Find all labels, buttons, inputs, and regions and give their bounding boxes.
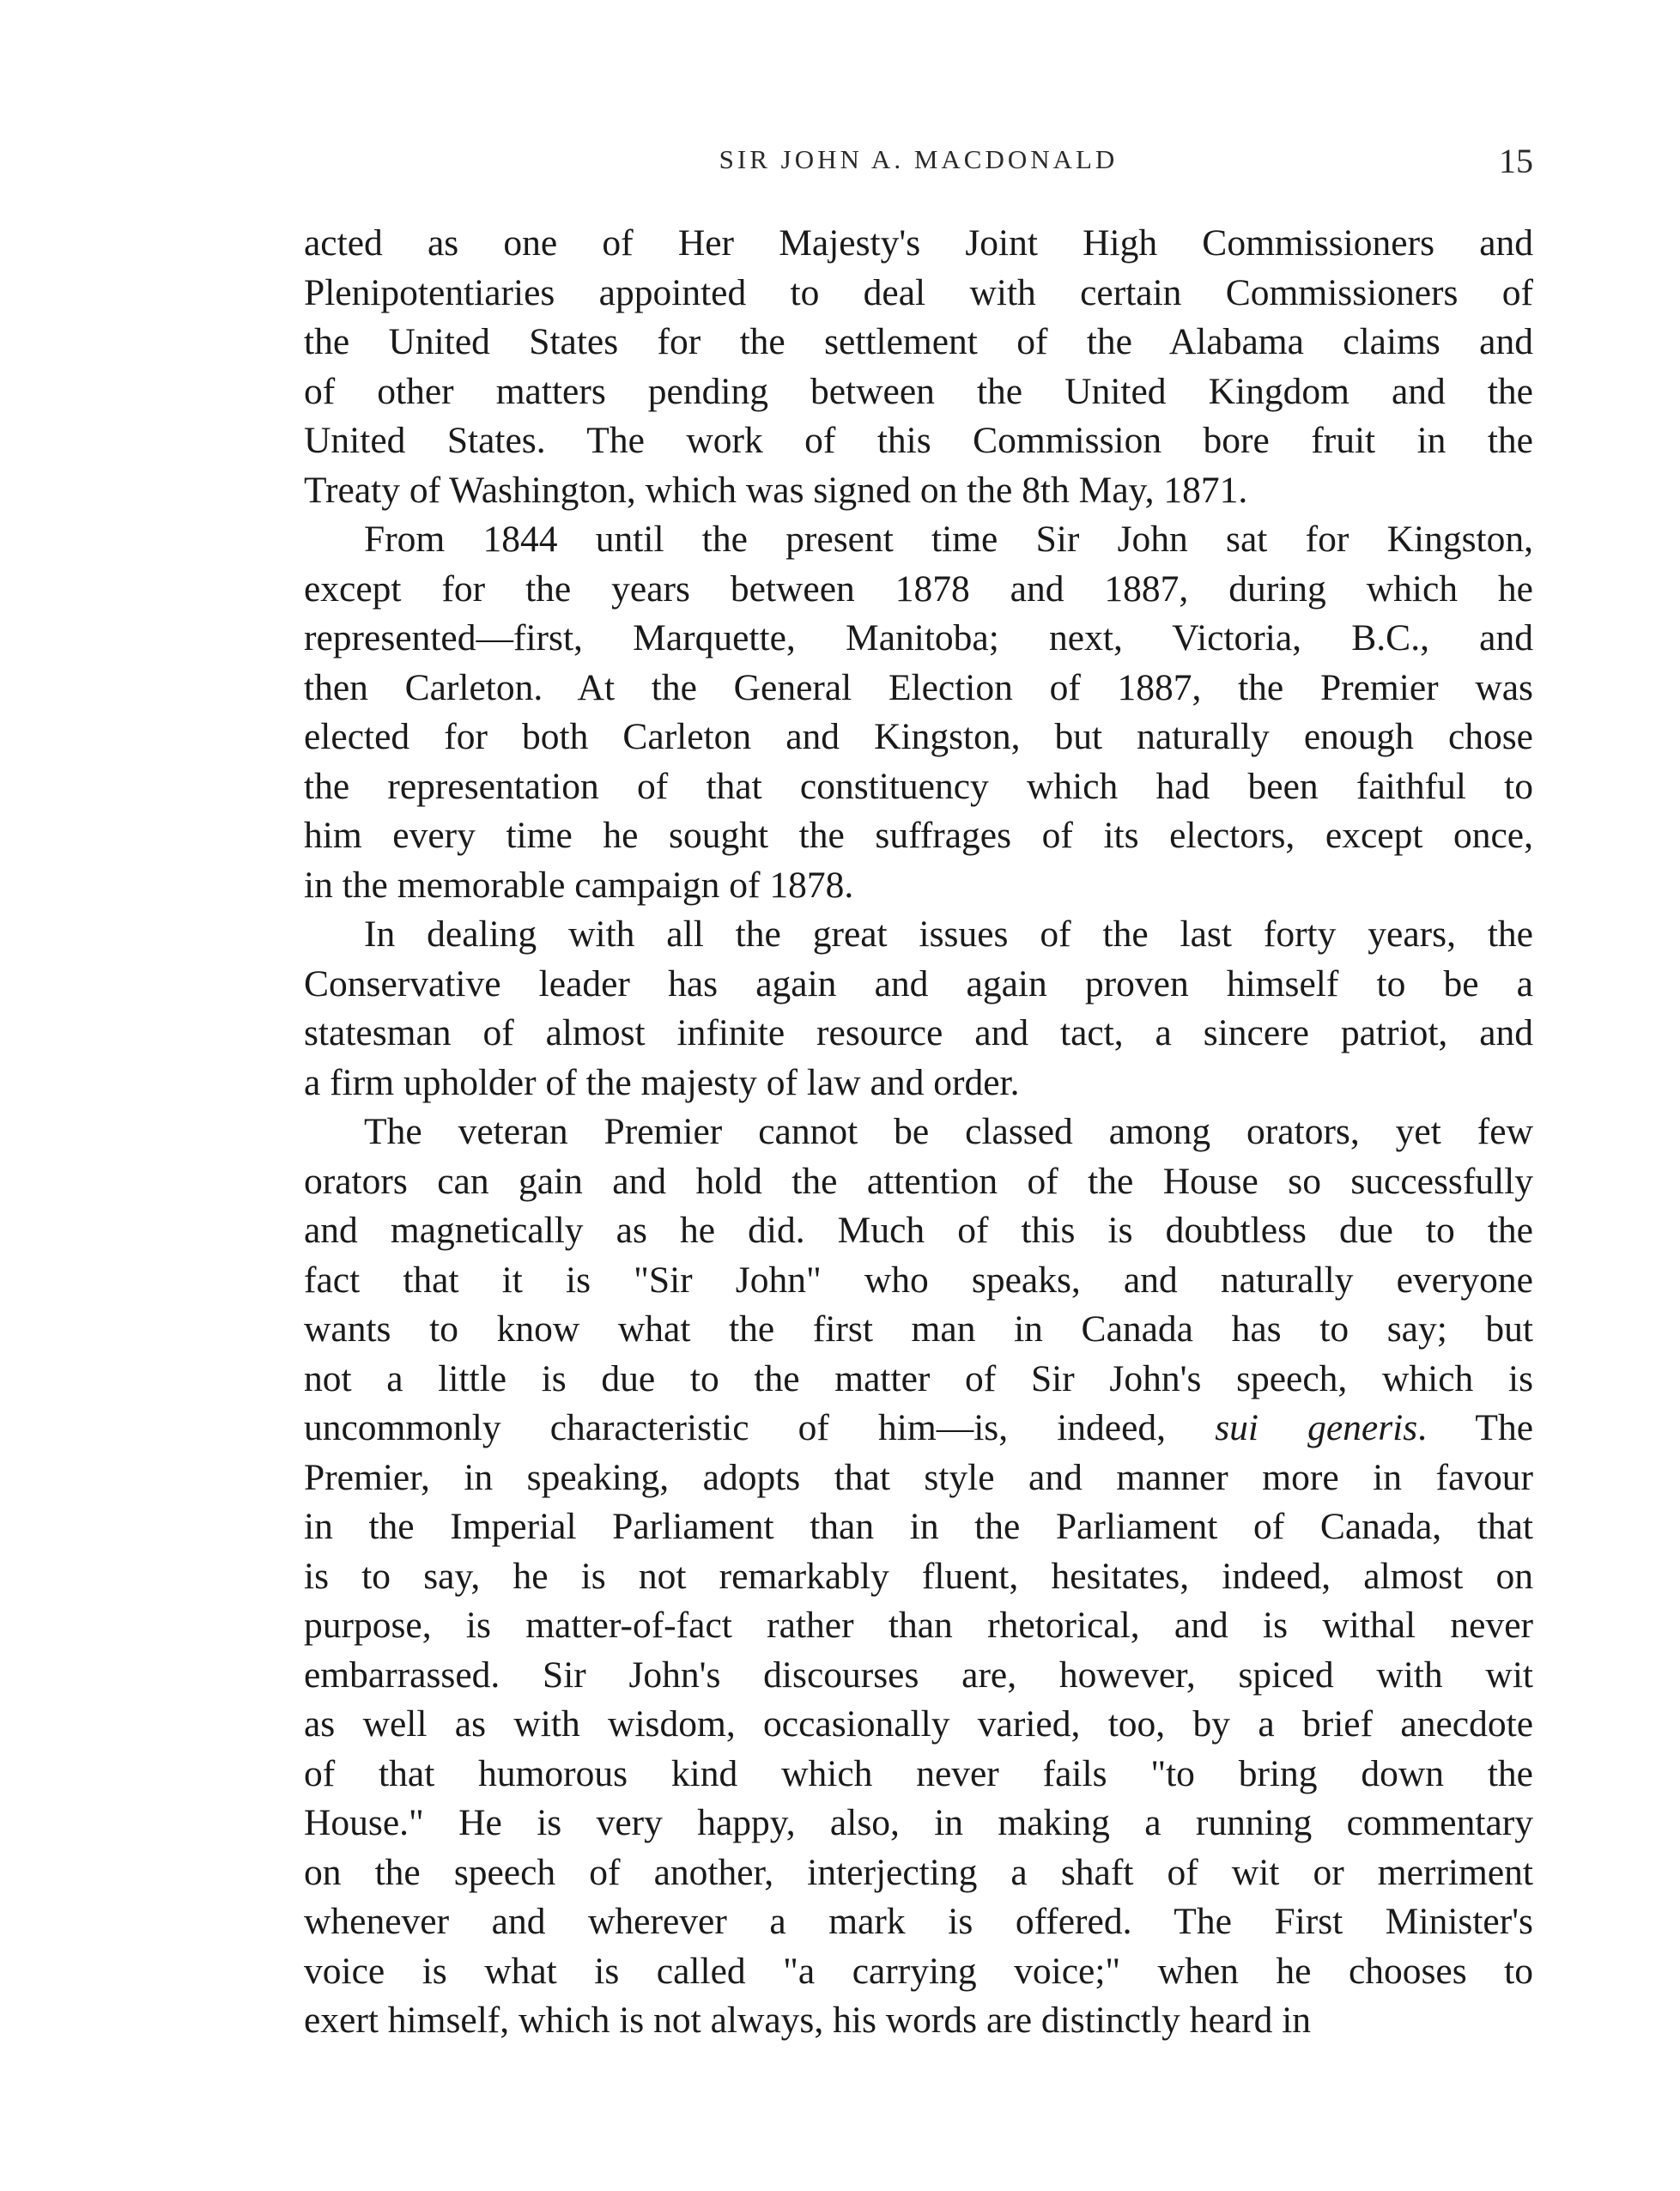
paragraph [304, 910, 1533, 1108]
text-line: on the speech of another, interjecting a shaft of wit or merriment [304, 1851, 1533, 1893]
paragraph [304, 1108, 1533, 2046]
text-line: then Carleton. At the General Election of 1887, the Premier was [304, 666, 1533, 708]
text-line: not a little is due to the matter of Sir John's speech, which is [304, 1357, 1533, 1399]
text-line: whenever and wherever a mark is offered. The First Minister's [304, 1901, 1533, 1942]
text-line: represented—first, Marquette, Manitoba; next, Victoria, B.C., and [304, 617, 1533, 659]
text-line: except for the years between 1878 and 1887, during which he [304, 567, 1533, 610]
text-line: wants to know what the first man in Canada has to say; but [304, 1308, 1533, 1350]
text-line: elected for both Carleton and Kingston, but naturally enough chose [304, 716, 1533, 757]
text-line: and magnetically as he did. Much of this is doubtless due to the [304, 1210, 1533, 1251]
paragraph [304, 219, 1533, 515]
text-line: Premier, in speaking, adopts that style and manner more in favour [304, 1456, 1533, 1498]
running-title: SIR JOHN A. MACDONALD [719, 144, 1119, 174]
text-line: From 1844 until the present time Sir John sat for Kingston, [364, 519, 1533, 560]
text-line: Plenipotentiaries appointed to deal with certain Commissioners of [304, 271, 1533, 313]
italic-phrase: sui generis [1215, 1407, 1418, 1448]
text-line: Treaty of Washington, which was signed on the 8th May, 1871. [304, 469, 1248, 511]
text-line: House." He is very happy, also, in making a running commentary [304, 1802, 1533, 1843]
text-line: a firm upholder of the majesty of law and order. [304, 1061, 1020, 1103]
text-line: purpose, is matter-of-fact rather than rhetorical, and is withal never [304, 1605, 1533, 1646]
text-line: Conservative leader has again and again proven himself to be a [304, 962, 1533, 1004]
page-number: 15 [1499, 142, 1533, 180]
text-line: statesman of almost infinite resource and tact, a sincere patriot, and [304, 1012, 1533, 1053]
text-line: United States. The work of this Commission bore fruit in the [304, 420, 1533, 461]
body-text [304, 219, 1533, 2046]
text-line: fact that it is "Sir John" who speaks, and naturally everyone [304, 1259, 1533, 1301]
text-line: as well as with wisdom, occasionally varied, too, by a brief anecdote [304, 1703, 1533, 1745]
running-head [304, 144, 1533, 187]
text-line: of that humorous kind which never fails "to bring down the [304, 1752, 1533, 1794]
text-line: The veteran Premier cannot be classed among orators, yet few [364, 1111, 1533, 1152]
text-line: is to say, he is not remarkably fluent, hesitates, indeed, almost on [304, 1555, 1533, 1597]
text-line: the United States for the settlement of the Alabama claims and [304, 321, 1533, 362]
text-line: orators can gain and hold the attention of the House so successfully [304, 1160, 1533, 1202]
text-line: him every time he sought the suffrages of its electors, except once, [304, 815, 1533, 856]
text-line: voice is what is called "a carrying voice;" when he chooses to [304, 1950, 1533, 1992]
text-line: acted as one of Her Majesty's Joint High Commissioners and [304, 222, 1533, 264]
text-line: the representation of that constituency which had been faithful to [304, 765, 1533, 807]
text-line: In dealing with all the great issues of the last forty years, the [364, 913, 1533, 955]
paragraph [304, 515, 1533, 910]
text-line: uncommonly characteristic of him—is, indeed, sui generis. The [304, 1407, 1534, 1448]
text-line: in the Imperial Parliament than in the Parliament of Canada, that [304, 1506, 1533, 1547]
text-line: of other matters pending between the United Kingdom and the [304, 370, 1533, 412]
text-line: exert himself, which is not always, his words are distinctly heard in [304, 2000, 1312, 2041]
text-line: embarrassed. Sir John's discourses are, however, spiced with wit [304, 1654, 1533, 1696]
text-line: in the memorable campaign of 1878. [304, 864, 854, 906]
